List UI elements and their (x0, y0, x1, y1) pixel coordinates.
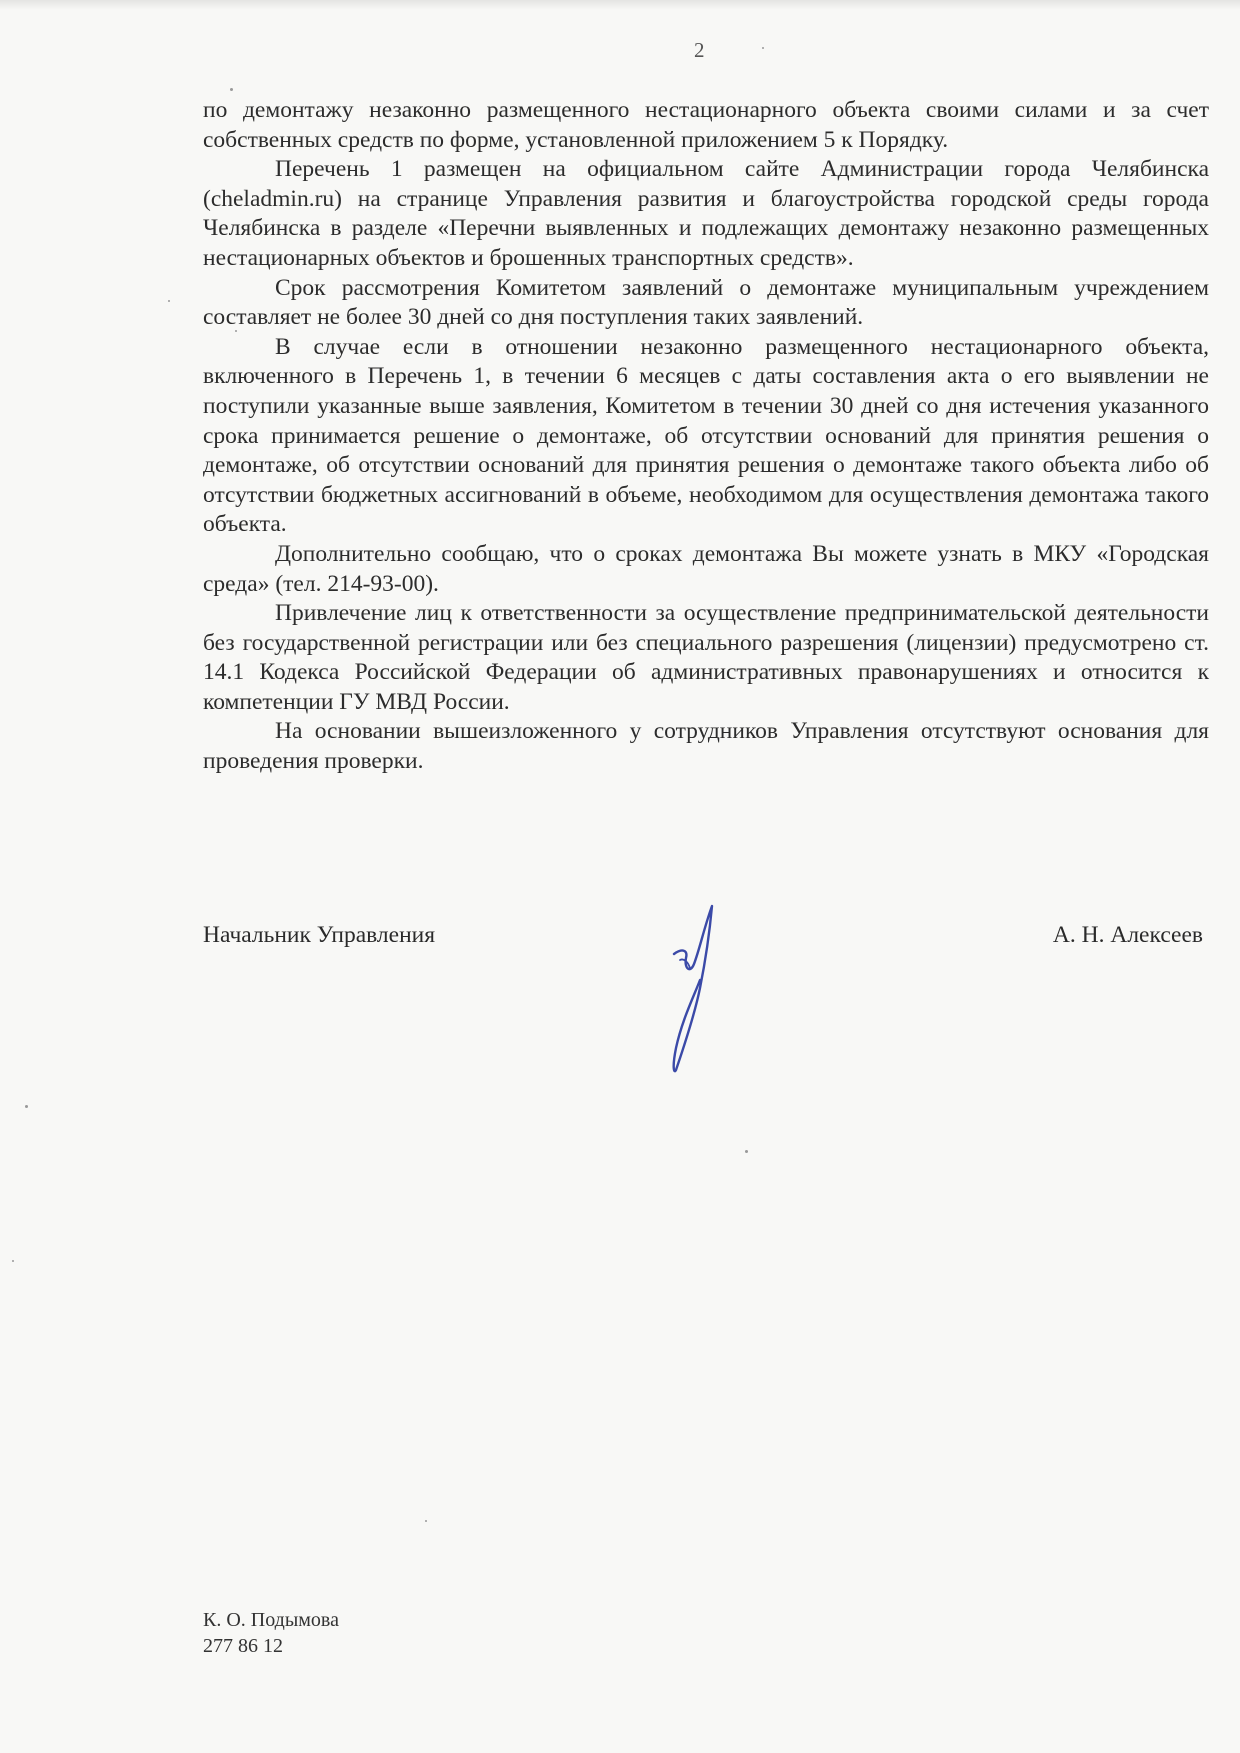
page-top-edge (0, 0, 1240, 10)
executor-info (203, 1607, 339, 1659)
scan-speck (12, 1260, 14, 1262)
signatory-title: Начальник Управления (203, 922, 436, 948)
scan-speck (425, 1520, 427, 1522)
scan-speck (745, 1150, 748, 1153)
page-number: 2 (694, 38, 705, 62)
paragraph: по демонтажу незаконно размещенного нестационарного объекта своими силами и за счет собственных средств по форме, установленной приложением 5 к Порядку. (203, 97, 1209, 153)
executor-phone: 277 86 12 (203, 1635, 283, 1657)
paragraph: Дополнительно сообщаю, что о сроках демонтажа Вы можете узнать в МКУ «Городская среда» (тел. 214-93-00). (203, 540, 1209, 597)
paragraph: На основании вышеизложенного у сотрудников Управления отсутствуют основания для проведения проверки. (203, 718, 1209, 775)
handwritten-signature (660, 888, 760, 1078)
paragraph: Перечень 1 размещен на официальном сайте Администрации города Челябинска (cheladmin.ru) на странице Управления развития и благоустройства городской среды города Челябинска в разделе «Перечни выявленных и подлежащих демонтажу незаконно размещенных нестационарных объектов и брошенных транспортных средств». (203, 156, 1209, 271)
signatory-name: А. Н. Алексеев (1052, 922, 1203, 948)
executor-name: К. О. Подымова (203, 1609, 339, 1631)
paragraph: Привлечение лиц к ответственности за осуществление предпринимательской деятельности без государственной регистрации или без специального разрешения (лицензии) предусмотрено ст. 14.1 Кодекса Российской Федерации об административных правонарушениях и относится к компетенции ГУ МВД России. (203, 600, 1209, 715)
paragraph: Срок рассмотрения Комитетом заявлений о демонтаже муниципальным учреждением составляет не более 30 дней со дня поступления таких заявлений. (203, 274, 1209, 331)
paragraph: В случае если в отношении незаконно размещенного нестационарного объекта, включенного в Перечень 1, в течении 6 месяцев с даты составления акта о его выявлении не поступили указанные выше заявления, Комитетом в течении 30 дней со дня истечения указанного срока принимается решение о демонтаже, об отсутствии оснований для принятия решения о демонтаже, об отсутствии оснований для принятия решения о демонтаже такого объекта либо об отсутствии бюджетных ассигнований в объеме, необходимом для осуществления демонтажа такого объекта. (203, 333, 1209, 538)
letter-body (203, 96, 1209, 777)
scan-speck (25, 1105, 28, 1108)
scan-speck (235, 330, 237, 332)
scan-speck (230, 88, 233, 91)
scan-speck (168, 300, 170, 302)
scan-speck (762, 47, 764, 49)
